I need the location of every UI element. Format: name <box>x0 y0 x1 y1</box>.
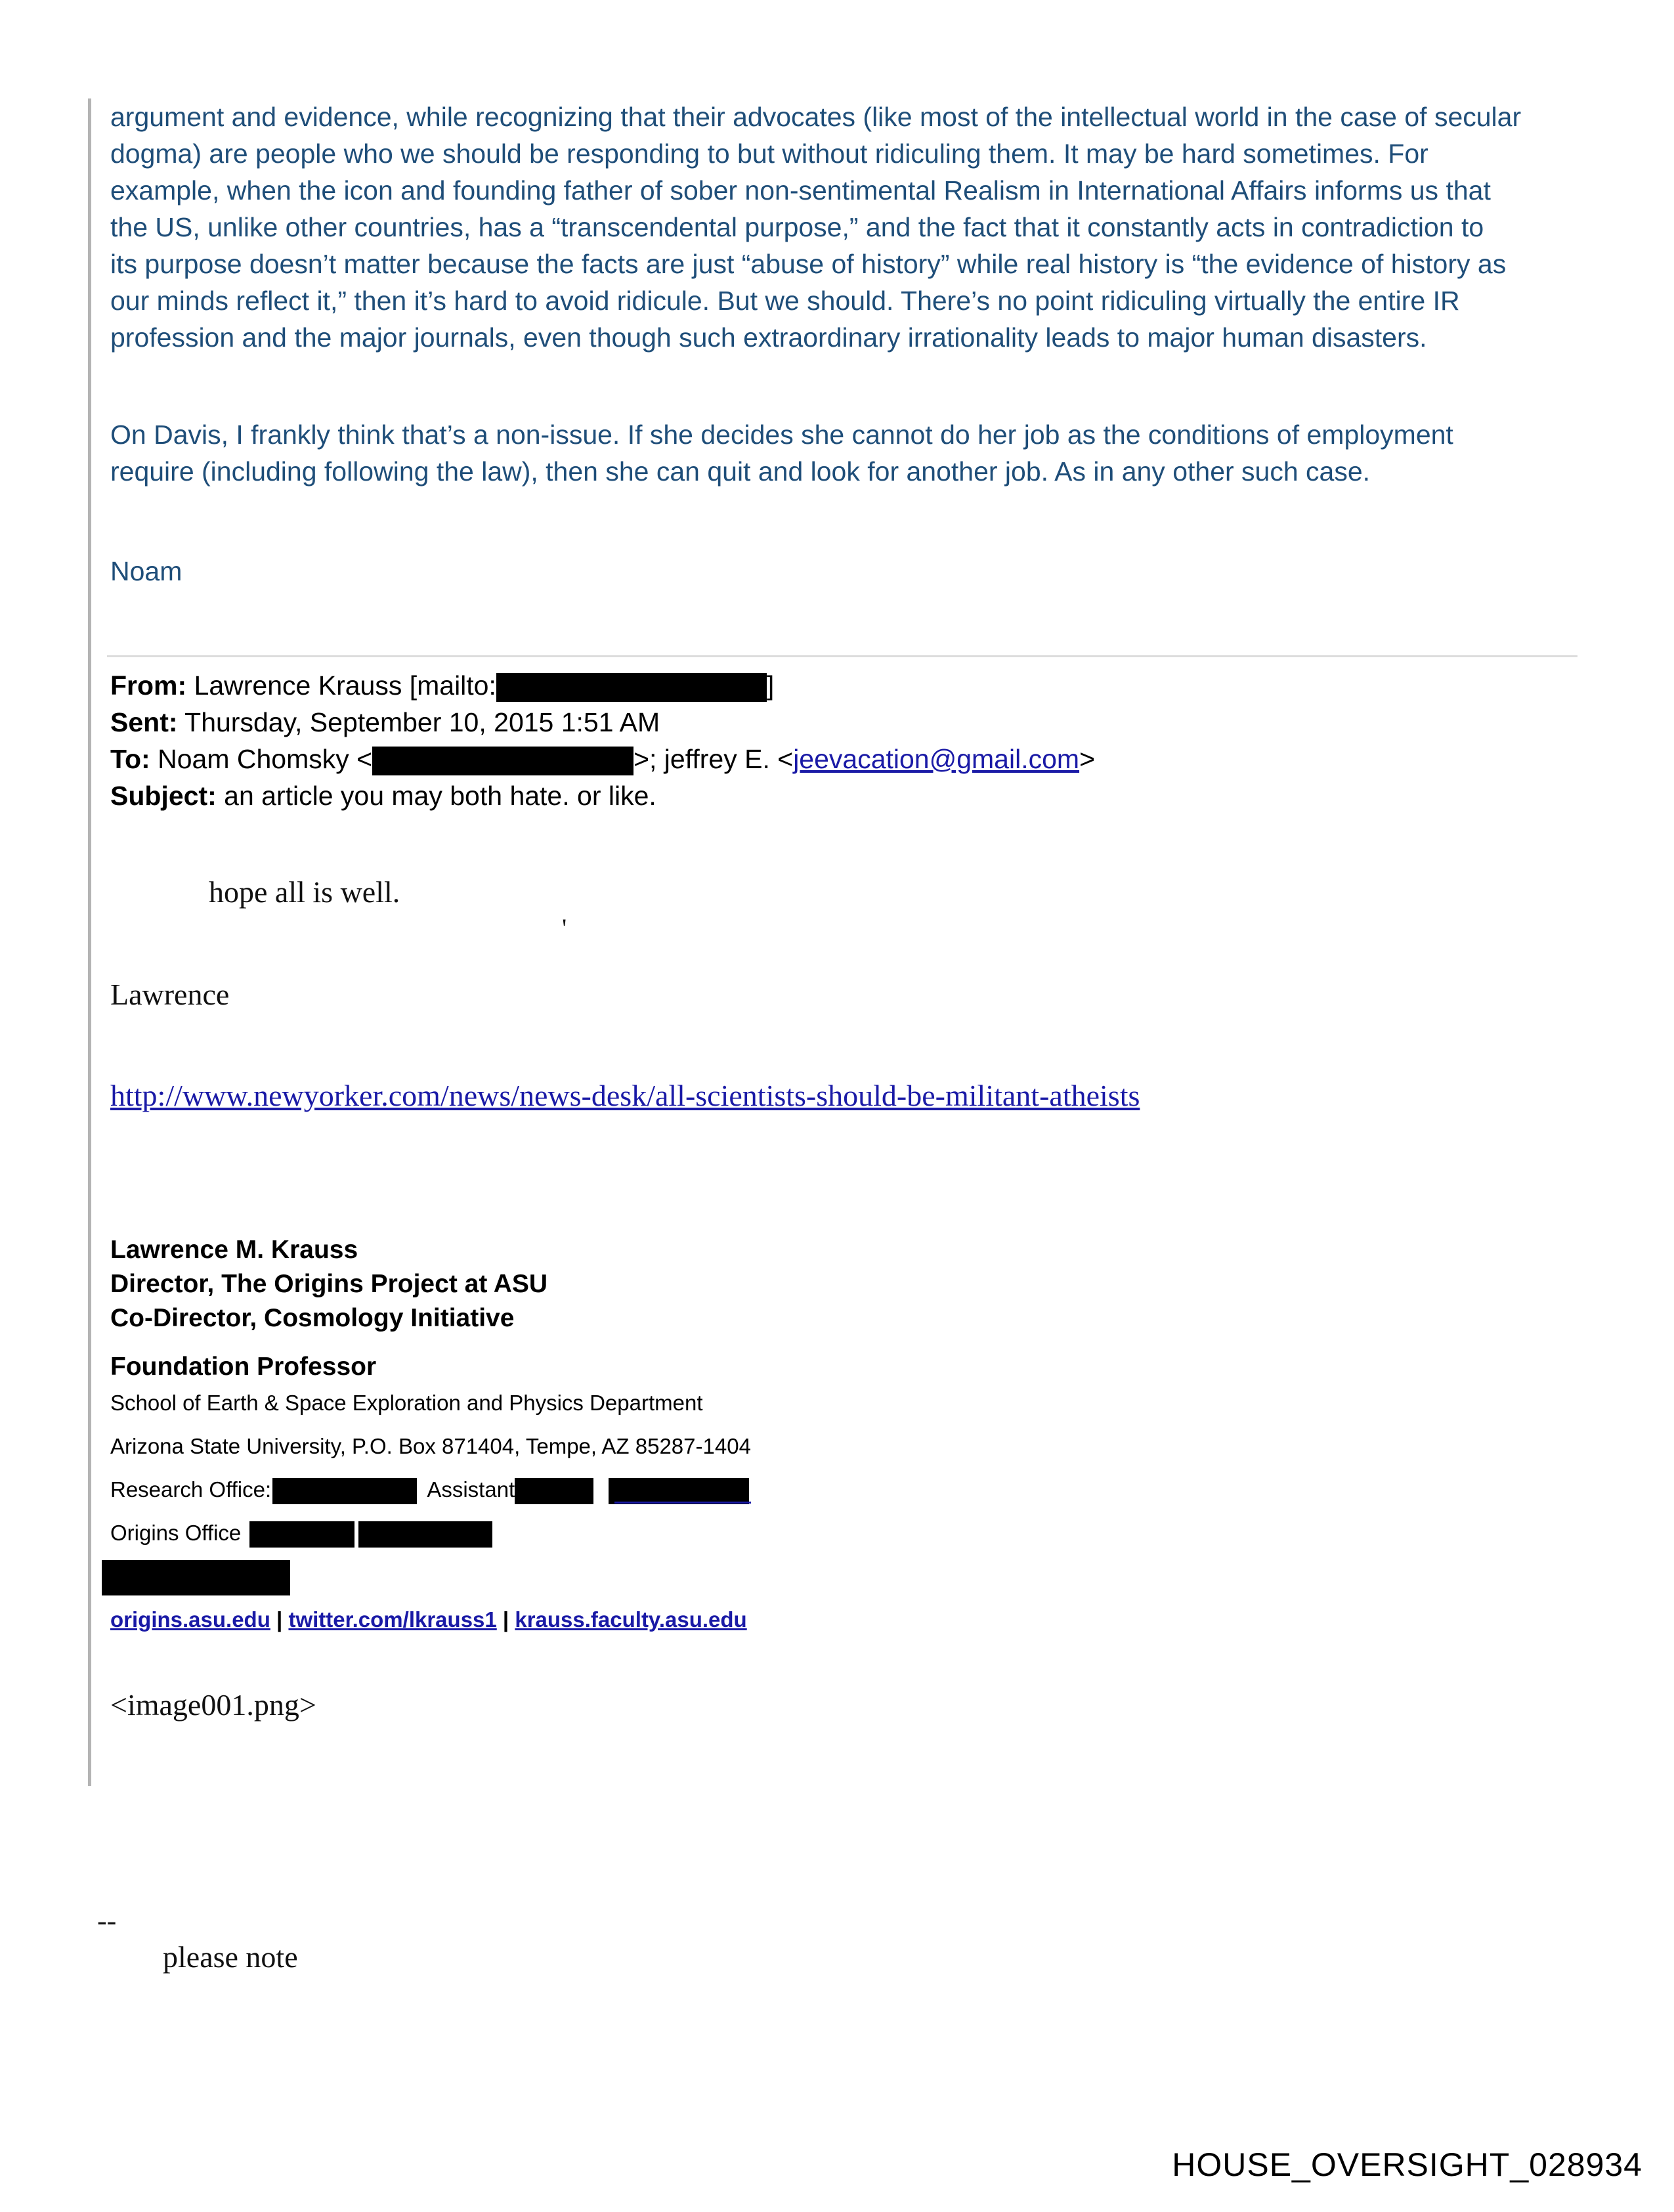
link-separator: | <box>270 1607 289 1632</box>
text-line: dogma) are people who we should be responding to but without ridiculing them. It may be hard sometimes. For <box>110 139 1428 169</box>
to-name: Noam Chomsky < <box>158 744 373 774</box>
to-line <box>110 741 1095 777</box>
sent-label: Sent: <box>110 707 178 737</box>
sig-department: School of Earth & Space Exploration and Physics Department <box>110 1391 703 1415</box>
redaction-box <box>496 673 767 702</box>
sig-research-office <box>110 1477 749 1504</box>
from-value: Lawrence Krauss [mailto: <box>194 670 496 701</box>
subject-label: Subject: <box>110 781 217 811</box>
bates-number: HOUSE_OVERSIGHT_028934 <box>1172 2146 1642 2183</box>
to-sep: >; jeffrey E. < <box>633 744 794 774</box>
redaction-box <box>515 1478 593 1504</box>
subject-line <box>110 777 656 814</box>
sig-title-1: Director, The Origins Project at ASU <box>110 1270 548 1298</box>
redaction-box <box>249 1521 354 1548</box>
sig-origins-office <box>110 1521 492 1548</box>
article-url <box>110 1078 1140 1113</box>
redaction-box <box>272 1478 417 1504</box>
twitter-link[interactable]: twitter.com/lkrauss1 <box>288 1607 497 1632</box>
reply-paragraph-2 <box>110 416 1453 490</box>
from-close: ] <box>766 670 775 701</box>
greeting-text: hope all is well. <box>209 875 400 909</box>
email-link[interactable]: jeevacation@gmail.com <box>793 744 1080 774</box>
origins-link[interactable]: origins.asu.edu <box>110 1607 270 1632</box>
assistant-label: Assistant <box>427 1477 515 1502</box>
text-line: our minds reflect it,” then it’s hard to avoid ridicule. But we should. There’s no point ridiculing virtually the entire IR <box>110 286 1460 316</box>
trailer-note: please note <box>163 1940 298 1974</box>
sig-title-2: Co-Director, Cosmology Initiative <box>110 1304 515 1332</box>
stray-mark: ' <box>562 913 567 943</box>
quote-bar <box>88 98 91 1786</box>
from-label: From: <box>110 670 187 701</box>
from-line <box>110 667 774 704</box>
origins-office-label: Origins Office <box>110 1521 242 1545</box>
redacted-link-underline <box>614 1502 751 1504</box>
text-line: the US, unlike other countries, has a “transcendental purpose,” and the fact that it constantly acts in contradiction to <box>110 212 1484 242</box>
text-line: example, when the icon and founding father of sober non-sentimental Realism in International Affairs informs us that <box>110 175 1491 206</box>
image-placeholder: <image001.png> <box>110 1688 316 1722</box>
reply-paragraph-1 <box>110 98 1521 356</box>
text-line: require (including following the law), then she can quit and look for another job. As in any other such case. <box>110 456 1371 487</box>
sig-links <box>110 1607 747 1632</box>
to-label: To: <box>110 744 150 774</box>
sig-title-3: Foundation Professor <box>110 1353 377 1381</box>
link-separator: | <box>496 1607 515 1632</box>
sig-address: Arizona State University, P.O. Box 871404, Tempe, AZ 85287-1404 <box>110 1434 751 1458</box>
text-line: On Davis, I frankly think that’s a non-issue. If she decides she cannot do her job as the conditions of employment <box>110 420 1453 450</box>
sender-name: Lawrence <box>110 978 230 1011</box>
sent-value: Thursday, September 10, 2015 1:51 AM <box>184 707 660 737</box>
to-close: > <box>1079 744 1096 774</box>
research-office-label: Research Office: <box>110 1477 272 1502</box>
sig-name: Lawrence M. Krauss <box>110 1236 358 1264</box>
text-line: profession and the major journals, even though such extraordinary irrationality leads to major human disasters. <box>110 322 1427 353</box>
sent-line <box>110 704 660 741</box>
article-link[interactable]: http://www.newyorker.com/news/news-desk/all-scientists-should-be-militant-atheists <box>110 1079 1140 1112</box>
reply-signoff: Noam <box>110 556 182 586</box>
redaction-box <box>102 1560 290 1595</box>
text-line: argument and evidence, while recognizing that their advocates (like most of the intellectual world in the case of secular <box>110 102 1522 132</box>
faculty-link[interactable]: krauss.faculty.asu.edu <box>515 1607 747 1632</box>
redaction-box <box>372 747 633 775</box>
text-line: its purpose doesn’t matter because the facts are just “abuse of history” while real history is “the evidence of history as <box>110 249 1507 279</box>
subject-value: an article you may both hate. or like. <box>224 781 656 811</box>
redaction-box <box>609 1478 749 1504</box>
redaction-box <box>358 1521 492 1548</box>
trailer-dashes: -- <box>97 1905 117 1937</box>
header-divider <box>107 655 1577 657</box>
